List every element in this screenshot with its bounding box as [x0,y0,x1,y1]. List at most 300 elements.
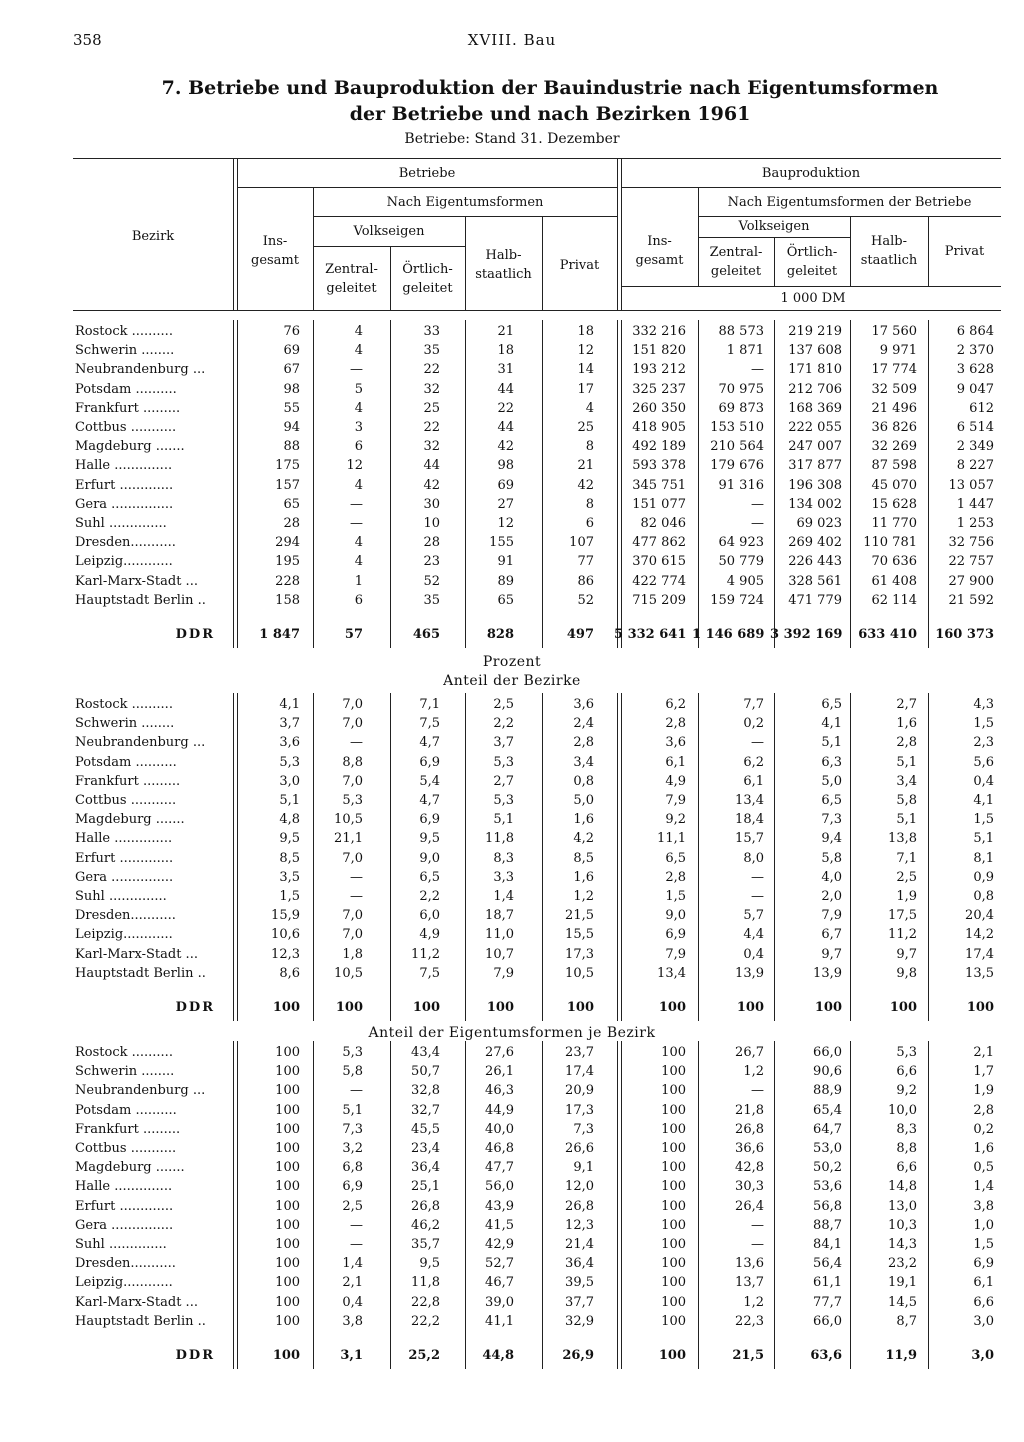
cell-value: 196 308 [788,477,842,493]
cell-value: 17,3 [565,946,594,962]
table-title-line-1: 7. Betriebe und Bauproduktion der Bauindustrie nach Eigentumsformen [161,77,939,99]
cell-value: 195 [275,554,300,570]
cell-value: 4,3 [973,697,994,712]
cell-value: 100 [486,999,514,1015]
bezirk-name: Schwerin ........ [75,716,175,732]
col-head-text: geleitet [326,281,377,296]
cell-value: 210 564 [710,439,764,455]
cell-value: 151 077 [632,496,686,512]
cell-value: 55 [283,400,300,416]
cell-value: 5 [354,381,363,397]
cell-value: 10,0 [888,1102,917,1118]
table-row [0,1275,1024,1294]
cell-value: 137 608 [788,343,842,359]
rule-unit [621,286,1001,287]
col-head-halbstaatlich [465,246,542,284]
cell-value: 31 [497,362,514,378]
cell-value: 4 905 [726,573,764,589]
cell-value: 5,1 [821,735,842,751]
cell-value: 46,8 [485,1141,514,1156]
cell-value: 65 [497,592,514,608]
cell-value: 3,4 [896,773,917,789]
cell-value: — [751,869,764,885]
cell-value: 41,5 [485,1217,514,1233]
cell-value: 9,7 [821,946,842,962]
bezirk-name: Suhl .............. [75,1237,167,1252]
cell-value: 6 [354,592,363,608]
bezirk-name: Leipzig............ [75,1275,173,1291]
cell-value: 100 [275,1294,300,1310]
cell-value: 27 900 [948,573,994,589]
cell-value: 100 [275,1083,300,1099]
cell-value: 35 [423,343,440,359]
cell-value: — [350,735,363,751]
cell-value: 0,4 [342,1294,363,1310]
cell-value: 4 [354,554,363,570]
cell-value: 100 [661,1179,686,1195]
page-number: 358 [73,31,102,49]
cell-value: 100 [275,1237,300,1252]
cell-value: — [751,1217,764,1233]
table-row [0,324,1024,343]
cell-value: 63,6 [810,1347,842,1363]
cell-value: 1,9 [896,889,917,904]
cell-value: 12 [346,458,363,474]
cell-value: 0,2 [973,1121,994,1137]
cell-value: 100 [661,1141,686,1156]
rule-betriebe [237,187,617,188]
table-row [0,1295,1024,1314]
table-row [0,343,1024,362]
cell-value: 7,0 [342,697,363,712]
total-label: DDR [175,1347,215,1363]
cell-value: 5,3 [493,793,514,808]
col-head-volkseigen: Volkseigen [353,224,425,239]
cell-value: 45 070 [871,477,917,493]
cell-value: 1 847 [259,626,300,642]
cell-value: 4,1 [279,697,300,712]
bezirk-name: Gera ............... [75,496,174,512]
table-row [0,1045,1024,1064]
cell-value: 56,4 [813,1256,842,1272]
cell-value: 91 [497,554,514,570]
cell-value: 52 [577,592,594,608]
table-row [0,1122,1024,1141]
cell-value: 88,7 [813,1217,842,1233]
cell-value: 7,9 [665,946,686,962]
col-head-text: Ins- [647,234,672,249]
cell-value: 6 [585,516,594,531]
cell-value: 100 [966,999,994,1015]
total-row [0,1348,1024,1367]
cell-value: 100 [658,1347,686,1363]
cell-value: 193 212 [632,362,686,378]
header-top-rule [73,158,1001,159]
cell-value: 28 [283,516,300,531]
cell-value: 65 [283,496,300,512]
cell-value: 1,2 [743,1064,764,1080]
cell-value: 1,4 [973,1179,994,1195]
table-row [0,1179,1024,1198]
col-head-text: geleitet [402,281,453,296]
cell-value: 8,5 [279,850,300,866]
cell-value: 2,5 [493,697,514,712]
cell-value: 5,1 [973,831,994,847]
cell-value: 2,8 [896,735,917,751]
cell-value: 1 447 [956,496,994,512]
cell-value: 134 002 [788,496,842,512]
cell-value: 13,5 [965,965,994,981]
cell-value: 100 [814,999,842,1015]
cell-value: 168 369 [788,400,842,416]
table-row [0,793,1024,812]
cell-value: 44,9 [485,1102,514,1118]
cell-value: 715 209 [632,592,686,608]
cell-value: 7,3 [342,1121,363,1137]
cell-value: 8,8 [896,1141,917,1156]
cell-value: 10,5 [334,812,363,828]
table-row [0,1256,1024,1275]
table-row [0,755,1024,774]
cell-value: 53,6 [813,1179,842,1195]
cell-value: 5,8 [342,1064,363,1080]
cell-value: 100 [275,1102,300,1118]
cell-value: 42 [497,439,514,455]
cell-value: 9,7 [896,946,917,962]
cell-value: 11,9 [885,1347,917,1363]
cell-value: 17,3 [565,1102,594,1118]
cell-value: 3 628 [956,362,994,378]
cell-value: 26,8 [565,1198,594,1214]
cell-value: 10 [423,516,440,531]
cell-value: 100 [275,1141,300,1156]
table-row [0,593,1024,612]
table-row [0,497,1024,516]
cell-value: 1 146 689 [692,626,765,642]
cell-value: 2,7 [896,697,917,712]
bezirk-name: Hauptstadt Berlin .. [75,965,206,981]
cell-value: 88,9 [813,1083,842,1099]
cell-value: 46,2 [411,1217,440,1233]
cell-value: 7,5 [419,716,440,732]
cell-value: — [350,496,363,512]
cell-value: 153 510 [710,420,764,435]
cell-value: 26,7 [735,1045,764,1060]
bezirk-name: Erfurt ............. [75,1198,174,1214]
col-head-privat: Privat [559,258,600,273]
cell-value: 3,0 [973,1313,994,1329]
cell-value: 11,0 [485,927,514,943]
cell-value: 9,5 [419,1256,440,1272]
bezirk-name: Halle .............. [75,831,173,847]
cell-value: 6,8 [342,1160,363,1176]
cell-value: 100 [661,1160,686,1176]
cell-value: 28 [423,535,440,551]
col-head-oertlichgeleitet [390,260,465,298]
cell-value: 6,9 [342,1179,363,1195]
section-label-anteil-eigentum: Anteil der Eigentumsformen je Bezirk [368,1025,656,1041]
cell-value: 21 592 [948,592,994,608]
cell-value: 9 971 [879,343,917,359]
bezirk-name: Halle .............. [75,1179,173,1195]
cell-value: 269 402 [788,535,842,551]
cell-value: 21,1 [334,831,363,847]
table-row [0,439,1024,458]
cell-value: 8,3 [896,1121,917,1137]
cell-value: 3 392 169 [770,626,843,642]
cell-value: 22 [423,420,440,435]
cell-value: 6,9 [419,812,440,828]
cell-value: 43,4 [411,1045,440,1060]
cell-value: 13,7 [735,1275,764,1291]
table-row [0,927,1024,946]
bezirk-name: Hauptstadt Berlin .. [75,592,206,608]
cell-value: 9 047 [956,381,994,397]
cell-value: 6,9 [973,1256,994,1272]
col-head-bauproduktion: Bauproduktion [761,166,861,181]
cell-value: 159 724 [710,592,764,608]
col-head-text: Halb- [485,248,522,263]
cell-value: 1,5 [279,889,300,904]
table-row [0,851,1024,870]
col-head-zentralgeleitet [698,243,774,281]
cell-value: 13,0 [888,1198,917,1214]
col-head-text: Örtlich- [786,245,838,260]
cell-value: 65,4 [813,1102,842,1118]
cell-value: 20,4 [965,908,994,924]
cell-value: 42,9 [485,1237,514,1252]
col-head-text: gesamt [251,253,299,268]
bezirk-name: Neubrandenburg ... [75,1083,206,1099]
cell-value: 2,8 [973,1102,994,1118]
cell-value: 52,7 [485,1256,514,1272]
cell-value: 50 779 [718,554,764,570]
cell-value: 12,3 [565,1217,594,1233]
cell-value: 4 [585,400,594,416]
table-row [0,516,1024,535]
cell-value: 100 [275,1045,300,1060]
cell-value: 4 [354,324,363,339]
cell-value: 2,2 [493,716,514,732]
cell-value: 22 [423,362,440,378]
cell-value: 100 [661,1294,686,1310]
cell-value: 11 770 [871,516,917,531]
cell-value: 20,9 [565,1083,594,1099]
cell-value: 21,8 [735,1102,764,1118]
cell-value: 2,1 [973,1045,994,1060]
cell-value: 492 189 [632,439,686,455]
cell-value: 44 [497,381,514,397]
cell-value: 32,7 [411,1102,440,1118]
cell-value: 260 350 [632,400,686,416]
cell-value: — [350,1083,363,1099]
cell-value: 100 [275,1198,300,1214]
cell-value: 155 [489,535,514,551]
cell-value: 6,1 [665,754,686,770]
cell-value: 91 316 [718,477,764,493]
cell-value: 61,1 [813,1275,842,1291]
cell-value: 7,9 [665,793,686,808]
bezirk-name: Cottbus ........... [75,1141,177,1156]
cell-value: 6,5 [665,850,686,866]
bezirk-name: Frankfurt ......... [75,773,181,789]
cell-value: 418 905 [632,420,686,435]
chapter-heading: XVIII. Bau [467,31,557,49]
cell-value: 33 [423,324,440,339]
cell-value: 32,9 [565,1313,594,1329]
cell-value: 36,4 [411,1160,440,1176]
cell-value: 2 349 [956,439,994,455]
table-row [0,812,1024,831]
cell-value: 100 [658,999,686,1015]
cell-value: 5,8 [821,850,842,866]
cell-value: 5 332 641 [614,626,687,642]
cell-value: 226 443 [788,554,842,570]
cell-value: 21,5 [565,908,594,924]
cell-value: 32 509 [871,381,917,397]
table-row [0,535,1024,554]
cell-value: 100 [661,1237,686,1252]
cell-value: 100 [412,999,440,1015]
cell-value: 14,3 [888,1237,917,1252]
cell-value: 7,0 [342,716,363,732]
cell-value: 22 757 [948,554,994,570]
cell-value: 8,0 [743,850,764,866]
col-head-volkseigen: Volkseigen [738,219,810,234]
cell-value: 7,1 [896,850,917,866]
table-row [0,1199,1024,1218]
cell-value: 69 [497,477,514,493]
cell-value: 56,8 [813,1198,842,1214]
cell-value: 7,3 [821,812,842,828]
cell-value: 17 560 [871,324,917,339]
cell-value: 10,3 [888,1217,917,1233]
cell-value: 0,4 [973,773,994,789]
cell-value: 6,0 [419,908,440,924]
cell-value: 46,3 [485,1083,514,1099]
bezirk-name: Leipzig............ [75,927,173,943]
cell-value: 3,2 [342,1141,363,1156]
cell-value: 50,2 [813,1160,842,1176]
cell-value: 328 561 [788,573,842,589]
cell-value: 100 [272,999,300,1015]
cell-value: 22 [497,400,514,416]
cell-value: 8,1 [973,850,994,866]
cell-value: 2,8 [573,735,594,751]
cell-value: 6,5 [419,869,440,885]
cell-value: 13,9 [735,965,764,981]
cell-value: 100 [889,999,917,1015]
cell-value: 1,6 [573,812,594,828]
cell-value: 23,2 [888,1256,917,1272]
cell-value: 2,3 [973,735,994,751]
cell-value: 3 [354,420,363,435]
cell-value: 6,6 [896,1160,917,1176]
col-head-text: Zentral- [325,262,378,277]
cell-value: 67 [283,362,300,378]
cell-value: 35,7 [411,1237,440,1252]
cell-value: 6 864 [956,324,994,339]
cell-value: 14,2 [965,927,994,943]
col-head-text: Örtlich- [402,262,453,277]
cell-value: 0,5 [973,1160,994,1176]
cell-value: — [751,889,764,904]
cell-value: 6 514 [956,420,994,435]
cell-value: 100 [275,1275,300,1291]
cell-value: 22,8 [411,1294,440,1310]
cell-value: 370 615 [632,554,686,570]
cell-value: 593 378 [632,458,686,474]
cell-value: 497 [566,626,594,642]
cell-value: 39,5 [565,1275,594,1291]
cell-value: 89 [497,573,514,589]
cell-value: 69 873 [718,400,764,416]
cell-value: 5,4 [419,773,440,789]
cell-value: 2,2 [419,889,440,904]
cell-value: 23 [423,554,440,570]
cell-value: 41,1 [485,1313,514,1329]
cell-value: 7,9 [821,908,842,924]
cell-value: 7,0 [342,908,363,924]
cell-value: 17,4 [965,946,994,962]
cell-value: 3,6 [665,735,686,751]
cell-value: 9,5 [419,831,440,847]
cell-value: 9,2 [896,1083,917,1099]
cell-value: 61 408 [871,573,917,589]
table-title-line-2: der Betriebe und nach Bezirken 1961 [349,103,751,125]
bezirk-name: Suhl .............. [75,889,167,904]
table-row [0,966,1024,985]
cell-value: 4,9 [665,773,686,789]
cell-value: — [751,516,764,531]
col-head-zentralgeleitet [313,260,390,298]
table-row [0,1160,1024,1179]
cell-value: 1,6 [896,716,917,732]
cell-value: 3,6 [573,697,594,712]
cell-value: 2,4 [573,716,594,732]
col-head-insgesamt [237,232,313,270]
bezirk-name: Karl-Marx-Stadt ... [75,573,198,589]
bezirk-name: Magdeburg ....... [75,812,185,828]
cell-value: 219 219 [788,324,842,339]
table-row [0,1237,1024,1256]
section-label-prozent: Prozent [482,654,542,670]
cell-value: 6,3 [821,754,842,770]
bezirk-name: Karl-Marx-Stadt ... [75,1294,198,1310]
cell-value: 98 [497,458,514,474]
cell-value: 15 628 [871,496,917,512]
cell-value: 70 636 [871,554,917,570]
col-head-text: staatlich [860,253,918,268]
cell-value: 77 [577,554,594,570]
cell-value: 12,3 [271,946,300,962]
cell-value: 23,4 [411,1141,440,1156]
cell-value: 64,7 [813,1121,842,1137]
table-row [0,1141,1024,1160]
cell-value: 9,8 [896,965,917,981]
cell-value: 107 [569,535,594,551]
cell-value: 1,2 [743,1294,764,1310]
cell-value: 70 975 [718,381,764,397]
cell-value: 1,5 [973,812,994,828]
cell-value: 90,6 [813,1064,842,1080]
cell-value: 4 [354,535,363,551]
cell-value: 2,7 [493,773,514,789]
table-row [0,831,1024,850]
cell-value: 100 [661,1102,686,1118]
bezirk-name: Potsdam .......... [75,1102,177,1118]
cell-value: 7,1 [419,697,440,712]
